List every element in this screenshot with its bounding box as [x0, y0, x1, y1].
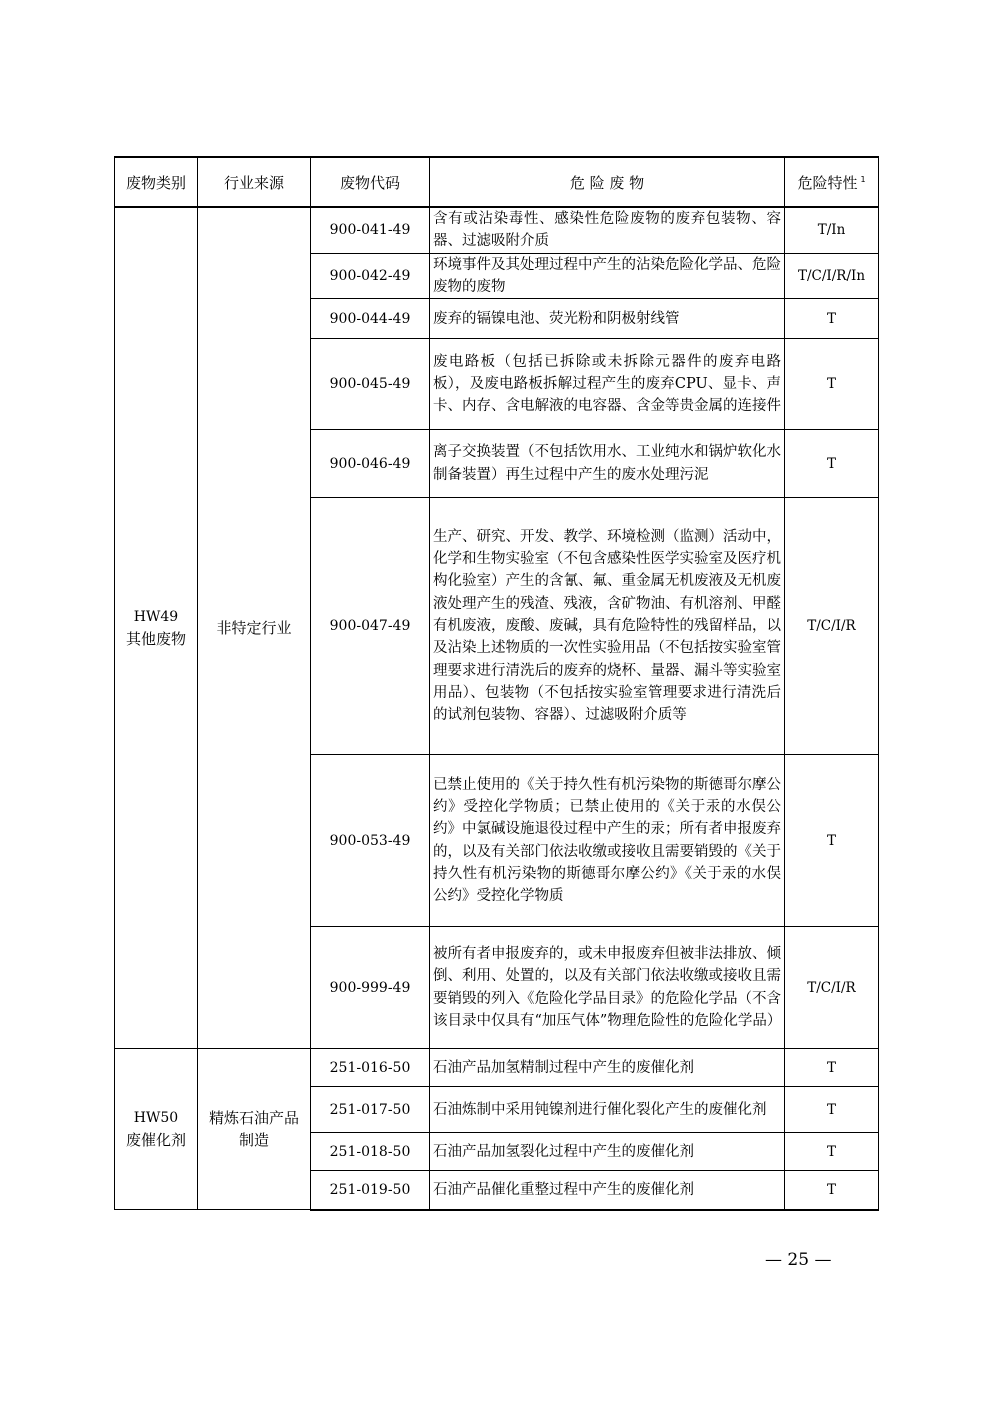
category-code: HW50	[133, 1110, 179, 1127]
hazard-property: T	[785, 339, 879, 430]
category-cell	[115, 1049, 198, 1210]
waste-code: 900-999-49	[311, 927, 430, 1049]
waste-description: 环境事件及其处理过程中产生的沾染危险化学品、危险废物的废物	[430, 253, 785, 299]
waste-description: 石油炼制中采用钝镍剂进行催化裂化产生的废催化剂	[430, 1087, 785, 1133]
waste-description: 离子交换装置（不包括饮用水、工业纯水和锅炉软化水制备装置）再生过程中产生的废水处理污泥	[430, 430, 785, 498]
hazard-property: T/C/I/R	[785, 927, 879, 1049]
category-name: 其他废物	[125, 630, 186, 649]
category-name: 废催化剂	[125, 1131, 186, 1150]
category-cell	[115, 207, 198, 1049]
source-cell: 精炼石油产品制造	[198, 1049, 311, 1210]
hazard-property: T	[785, 755, 879, 927]
waste-description: 被所有者申报废弃的，或未申报废弃但被非法排放、倾倒、利用、处置的，以及有关部门依法收缴或接收且需要销毁的列入《危险化学品目录》的危险化学品（不含该目录中仅具有“加压气体”物理危险性的危险化学品）	[430, 927, 785, 1049]
waste-code: 251-018-50	[311, 1133, 430, 1171]
hazard-property: T	[785, 1133, 879, 1171]
waste-code: 251-016-50	[311, 1049, 430, 1087]
hazard-property: T	[785, 1049, 879, 1087]
waste-description: 生产、研究、开发、教学、环境检测（监测）活动中，化学和生物实验室（不包含感染性医学实验室及医疗机构化验室）产生的含氰、氟、重金属无机废液及无机废液处理产生的残渣、残液，含矿物油、有机溶剂、甲醛有机废液，废酸、废碱，具有危险特性的残留样品，以及沾染上述物质的一次性实验用品（不包括按实验室管理要求进行清洗后的废弃的烧杯、量器、漏斗等实验室用品）、包装物（不包括按实验室管理要求进行清洗后的试剂包装物、容器）、过滤吸附介质等	[430, 498, 785, 755]
header-row	[115, 157, 879, 207]
waste-code: 900-045-49	[311, 339, 430, 430]
waste-code: 251-017-50	[311, 1087, 430, 1133]
category-code: HW49	[133, 609, 179, 626]
hazard-property: T/C/I/R	[785, 498, 879, 755]
waste-code: 900-046-49	[311, 430, 430, 498]
waste-description: 石油产品加氢裂化过程中产生的废催化剂	[430, 1133, 785, 1171]
waste-code: 900-041-49	[311, 207, 430, 253]
header-code: 废物代码	[311, 157, 430, 207]
waste-description: 石油产品加氢精制过程中产生的废催化剂	[430, 1049, 785, 1087]
hazard-property: T/In	[785, 207, 879, 253]
header-category: 废物类别	[115, 157, 198, 207]
hazard-property: T	[785, 1087, 879, 1133]
hazard-property: T	[785, 430, 879, 498]
waste-code: 900-042-49	[311, 253, 430, 299]
waste-description: 含有或沾染毒性、感染性危险废物的废弃包装物、容器、过滤吸附介质	[430, 207, 785, 253]
table-row	[115, 207, 879, 253]
waste-code: 251-019-50	[311, 1171, 430, 1210]
header-hazard	[785, 157, 879, 207]
table-row	[115, 1049, 879, 1087]
waste-description: 废电路板（包括已拆除或未拆除元器件的废弃电路板），及废电路板拆解过程产生的废弃CPU、显卡、声卡、内存、含电解液的电容器、含金等贵金属的连接件	[430, 339, 785, 430]
hazard-property: T/C/I/R/In	[785, 253, 879, 299]
waste-code: 900-053-49	[311, 755, 430, 927]
waste-code: 900-047-49	[311, 498, 430, 755]
waste-description: 石油产品催化重整过程中产生的废催化剂	[430, 1171, 785, 1210]
waste-code: 900-044-49	[311, 299, 430, 339]
source-cell: 非特定行业	[198, 207, 311, 1049]
header-source: 行业来源	[198, 157, 311, 207]
hazardous-waste-table	[114, 156, 879, 1211]
header-hazard-label: 危险特性	[797, 173, 858, 192]
waste-description: 已禁止使用的《关于持久性有机污染物的斯德哥尔摩公约》受控化学物质；已禁止使用的《关于汞的水俣公约》中氯碱设施退役过程中产生的汞；所有者申报废弃的，以及有关部门依法收缴或接收且需要销毁的《关于持久性有机污染物的斯德哥尔摩公约》《关于汞的水俣公约》受控化学物质	[430, 755, 785, 927]
waste-description: 废弃的镉镍电池、荧光粉和阴极射线管	[430, 299, 785, 339]
hazard-property: T	[785, 299, 879, 339]
hazard-property: T	[785, 1171, 879, 1210]
page-number: — 25 —	[765, 1250, 832, 1270]
header-waste: 危 险 废 物	[430, 157, 785, 207]
header-hazard-footnote: 1	[860, 174, 866, 184]
